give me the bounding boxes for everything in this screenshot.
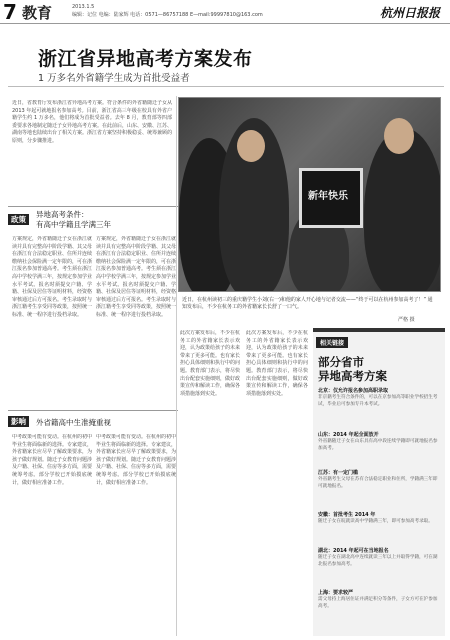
sidebar-item-text: 外省籍随迁子女在山东具有高中段连续学籍即可就地报名参加高考。 (318, 439, 438, 451)
sidebar-item (318, 470, 442, 490)
photo-credit: 严格 摄 (398, 317, 415, 323)
sidebar-item-head: 山东：2014 年起全面放开 (318, 432, 379, 438)
headline-divider (8, 86, 444, 87)
headline: 浙江省异地高考方案发布 (38, 48, 253, 70)
sidebar-item-head: 江苏：有一定门槛 (318, 470, 359, 476)
box1-top-rule (8, 206, 178, 207)
policy-tag: 政策 (8, 214, 29, 225)
sidebar-title-line2: 异地高考方案 (318, 369, 387, 383)
subheadline: 1 万多名外省籍学生成为首批受益者 (38, 73, 190, 84)
page-header (0, 0, 450, 24)
sidebar-title (318, 355, 387, 383)
news-photo (178, 97, 441, 292)
box1-text-col2: 方案规定，外省籍随迁子女在浙江就读并具有完整高中阶段学籍、其父母在浙江有合法稳定职业、住所并连续缴纳社会保险满一定年限的，可在浙江报名参加普通高考。考生须在浙江高中学校学满三年，按规定参加学业水平考试。报名时须提交户籍、学籍、社保及居住等证明材料，经资格审核通过后方可报名。考生录取时与浙江籍考生享受同等政策，按照统一标准、统一程序进行投档录取。 (96, 236, 176, 318)
header-date: 2013.1.5 (72, 4, 95, 10)
sidebar-title-line1: 部分省市 (318, 355, 364, 369)
intro-text: 近日，省教育厅发布浙江省异地高考方案。符合条件的外省籍随迁子女从 2013 年起可就地报名参加高考。目前，浙江省高三年级在校具有外省户籍学生约 1 万多名，他们将成为首批受益者。去年 8 月，教育部等四部委要求各地制定随迁子女异地高考方案。在此前后，山东、安徽、江苏、湖南等地也陆续出台了相关方案。浙江省方案坚持积极稳妥、统筹兼顾的原则，分步骤推进。 (12, 100, 172, 144)
box1-text-col1: 方案规定，外省籍随迁子女在浙江就读并具有完整高中阶段学籍、其父母在浙江有合法稳定职业、住所并连续缴纳社会保险满一定年限的，可在浙江报名参加普通高考。考生须在浙江高中学校学满三年，按规定参加学业水平考试。报名时须提交户籍、学籍、社保及居住等证明材料，经资格审核通过后方可报名。考生录取时与浙江籍考生享受同等政策，按照统一标准、统一程序进行投档录取。 (12, 236, 92, 318)
header-editor-line: 编辑：记位 电编：陆家辉 电话：0571—86757188 E—mail:99997810@163.com (72, 12, 263, 18)
sidebar-item-text: 非京籍考生符合条件的，可以在京参加高等职业学校招生考试，毕业后可参加专升本考试。 (318, 395, 438, 407)
sidebar-item-text: 需父母持上海居住证并满足积分等条件，子女方可在沪参加高考。 (318, 597, 438, 609)
related-links-sidebar (313, 328, 445, 636)
sidebar-item-text: 随迁子女在皖就读高中学籍满三年，即可参加高考录取。 (318, 519, 433, 524)
newspaper-logo: 杭州日报报 (379, 6, 440, 20)
box2-text-col1: 中考政策可能有变动。在杭州的初中毕业生将面临新的选择。专家建议，外省籍家长应尽早了解政策要求，为孩子做好规划。随迁子女教育问题涉及户籍、社保、住房等多方面，需要统筹考虑。部分学校已开始摸底统计，做好相应准备工作。 (12, 434, 92, 486)
box2-title: 外省籍高中生准掩重视 (36, 418, 111, 427)
sidebar-item-head: 湖北：2014 年起可在当地报名 (318, 548, 389, 554)
box1-title-line2: 有高中学籍且学满三年 (36, 220, 111, 229)
box1-title-line1: 异地高考条件： (36, 210, 89, 219)
sidebar-item-head: 北京：仅允许报名参加高职录取 (318, 388, 389, 394)
sidebar-item-head: 安徽：首批考生 2014 年 (318, 512, 376, 518)
sidebar-item-text: 随迁子女在湖北高中连续就读三年以上并取得学籍，可在湖北报名参加高考。 (318, 555, 438, 567)
right-text-col2: 此次方案发布后，不少在杭务工的外省籍家长表示欢迎，认为政策给孩子的未来带来了更多可能。也有家长担心具体细则和执行中的问题。教育部门表示，将尽快出台配套实施细则，做好政策宣传和解读工作，确保各项措施落到实处。 (246, 330, 308, 397)
sidebar-item-head: 上海：要求较严 (318, 590, 354, 596)
sidebar-item (318, 512, 442, 526)
box2-top-rule (8, 410, 178, 411)
new-year-plaque (299, 168, 363, 228)
related-links-tag: 相关链接 (316, 337, 348, 348)
section-name: 教育 (22, 4, 53, 22)
box2-text-col2: 中考政策可能有变动。在杭州的初中毕业生将面临新的选择。专家建议，外省籍家长应尽早了解政策要求，为孩子做好规划。随迁子女教育问题涉及户籍、社保、住房等多方面，需要统筹考虑。部分学校已开始摸底统计，做好相应准备工作。 (96, 434, 176, 486)
plaque-text: 新年快乐 (308, 191, 348, 202)
impact-tag: 影响 (8, 416, 29, 427)
sidebar-item (318, 590, 442, 610)
photo-caption: 近日，在杭州读初三的重庆籍学生小刘(右一)和他的家人开心地与记者交流——“终于可以在杭州参加高考了！” 通知发布后，不少在杭务工的外省籍家长长舒了一口气。 (182, 297, 433, 310)
sidebar-item (318, 548, 442, 568)
column-rule (176, 96, 177, 636)
right-text-col1: 此次方案发布后，不少在杭务工的外省籍家长表示欢迎，认为政策给孩子的未来带来了更多可能。也有家长担心具体细则和执行中的问题。教育部门表示，将尽快出台配套实施细则，做好政策宣传和解读工作，确保各项措施落到实处。 (180, 330, 240, 397)
page-number: 7 (3, 0, 17, 24)
sidebar-item-text: 外省籍考生父母在苏有合法稳定职业和住所，学籍满三年即可就地报名。 (318, 477, 438, 489)
header-info (72, 3, 263, 19)
sidebar-item (318, 432, 442, 452)
sidebar-item (318, 388, 442, 408)
